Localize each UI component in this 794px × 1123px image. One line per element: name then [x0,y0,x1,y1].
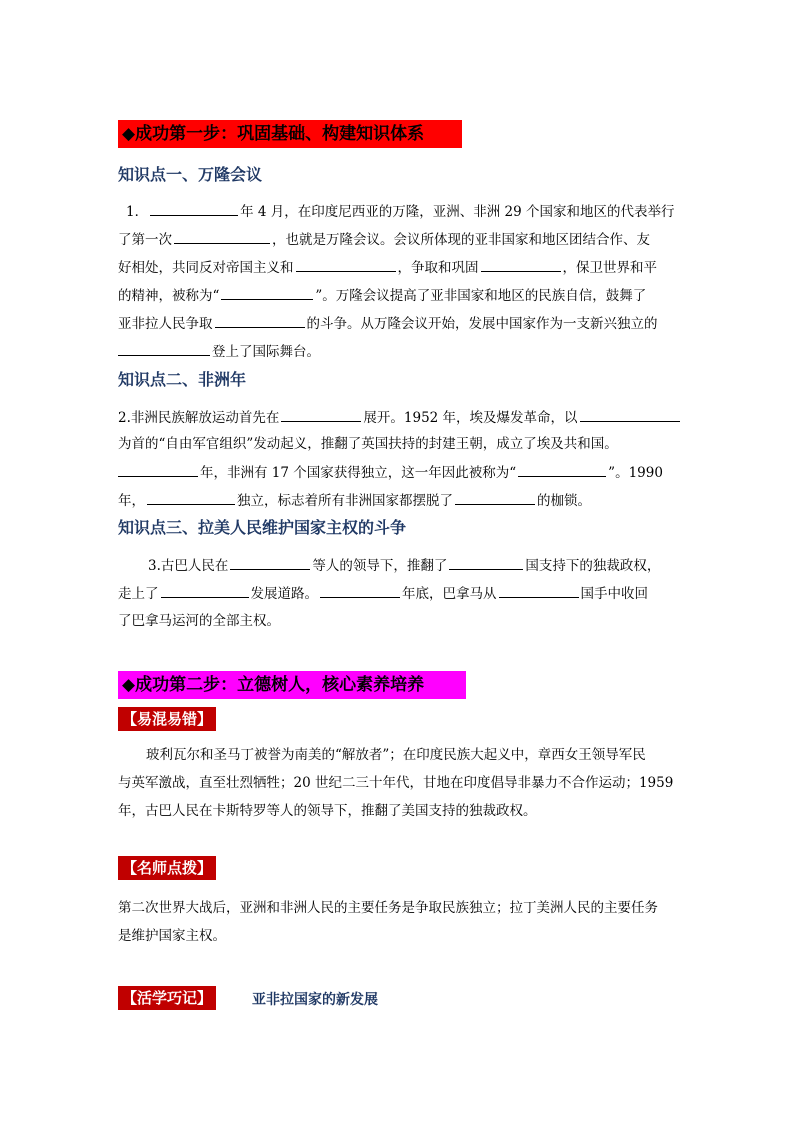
blank[interactable] [518,462,606,477]
blank[interactable] [320,583,400,598]
confuse-tag: 【易混易错】 [118,707,216,731]
memo-title: 亚非拉国家的新发展 [252,992,378,1008]
step2-banner: ◆成功第二步：立德树人，核心素养培养 [118,671,466,699]
document-page: ◆成功第一步：巩固基础、构建知识体系 知识点一、万隆会议 1． 年 4 月，在印度尼西亚的万隆，亚洲、非洲 29 个国家和地区的代表举行 了第一次 ，也就是万隆会议。会议所体现的亚非国家和地区团结合作、友 好相处，共同反对帝国主义和 ，争取和巩固 ，保卫世界和平 的精神，被称为“ ”。万隆会议提高了亚非国家和地区的民族自信，鼓舞了 亚非拉人民争取 的斗争。从万隆会议开始，发展中国家作为一支新兴独立的 登上了国际舞台。 知识点二、非洲年 2.非洲民族解放运动首先在 展开。1952 年，埃及爆发革命，以 为首的“自由军官组织”发动起义，推翻了英国扶持的封建王朝，成立了埃及共和国。 年，非洲有 17 个国家获得独立，这一年因此被称为“ ”。1990 年， 独立，标志着所有非洲国家都摆脱了 的枷锁。 知识点三、拉美人民维护国家主权的斗争 3.古巴人民在 等人的领导下，推翻了 国支持下的独裁政权， 走上了 发展道路。 年底，巴拿马从 国手中收回 了巴拿马运河的全部主权。 ◆成功第二步：立德树人，核心素养培养 【易混易错】 玻利瓦尔和圣马丁被誉为南美的“解放者”；在印度民族大起义中，章西女王领导军民 与英军激战，直至壮烈牺牲；20 世纪二三十年代，甘地在印度倡导非暴力不合作运动；1959 年，古巴人民在卡斯特罗等人的领导下，推翻了美国支持的独裁政权。 【名师点拨】 第二次世界大战后，亚洲和非洲人民的主要任务是争取民族独立；拉丁美洲人民的主要任务 是维护国家主权。 【活学巧记】 亚非拉国家的新发展 [0,0,794,1123]
blank[interactable] [118,341,210,356]
blank[interactable] [481,257,561,272]
step1-banner: ◆成功第一步：巩固基础、构建知识体系 [118,120,462,148]
blank[interactable] [296,257,396,272]
blank[interactable] [150,201,238,216]
blank[interactable] [161,583,249,598]
kp2-heading: 知识点二、非洲年 [118,370,247,389]
memo-tag: 【活学巧记】 [118,986,216,1010]
blank[interactable] [174,229,270,244]
blank[interactable] [118,462,198,477]
blank[interactable] [221,285,313,300]
kp3-heading: 知识点三、拉美人民维护国家主权的斗争 [118,518,407,537]
kp1-heading: 知识点一、万隆会议 [118,165,263,184]
teacher-tag: 【名师点拨】 [118,856,216,880]
blank[interactable] [449,555,523,570]
blank[interactable] [215,313,305,328]
blank[interactable] [580,407,680,422]
blank[interactable] [147,490,235,505]
blank[interactable] [281,407,361,422]
blank[interactable] [455,490,535,505]
blank[interactable] [499,583,579,598]
blank[interactable] [230,555,310,570]
